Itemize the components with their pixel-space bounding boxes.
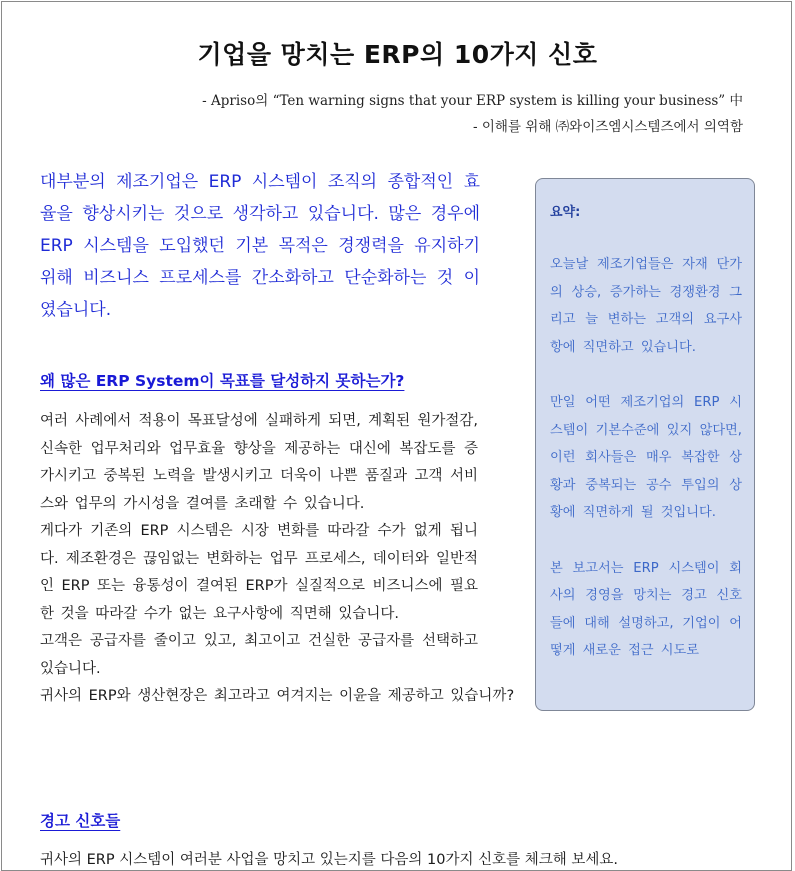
body-paragraph: 귀사의 ERP와 생산현장은 최고라고 여겨지는 이윤을 제공하고 있습니까? (40, 688, 515, 704)
intro-paragraph: 대부분의 제조기업은 ERP 시스템이 조직의 종합적인 효율을 향상시키는 것으로 생각하고 있습니다. 많은 경우에 ERP 시스템을 도입했던 기본 목적은 경쟁력을 유지하기 위해 비즈니스 프로세스를 간소화하고 단순화하는 것 이였습니다. (40, 172, 480, 320)
warning-signs-intro: 귀사의 ERP 시스템이 여러분 사업을 망치고 있는지를 다음의 10가지 신호를 체크해 보세요. (40, 852, 618, 868)
source-line-original: - Apriso의 “Ten warning signs that your ERP system is killing your business” 中 (202, 93, 743, 109)
section-heading-warning-signs: 경고 신호들 (40, 812, 121, 830)
summary-paragraph: 만일 어떤 제조기업의 ERP 시스템이 기본수준에 있지 않다면, 이런 회사들은 매우 복잡한 상황과 중복되는 공수 투입의 상황에 직면하게 될 것입니다. (550, 394, 742, 521)
body-paragraph: 여러 사례에서 적용이 목표달성에 실패하게 되면, 계획된 원가절감, 신속한 업무처리와 업무효율 향상을 제공하는 대신에 복잡도를 증가시키고 중복된 노력을 발생시키고 더욱이 나쁜 품질과 고객 서비스와 업무의 가시성을 결여를 초래할 수 있습니다. (40, 413, 478, 512)
body-paragraph: 고객은 공급자를 줄이고 있고, 최고이고 건실한 공급자를 선택하고 있습니다. (40, 633, 478, 677)
summary-paragraph: 오늘날 제조기업들은 자재 단가의 상승, 증가하는 경쟁환경 그리고 늘 변하는 고객의 요구사항에 직면하고 있습니다. (550, 257, 742, 355)
document-title: 기업을 망치는 ERP의 10가지 신호 (197, 40, 598, 69)
source-line-translator: - 이해를 위해 ㈜와이즈엠시스템즈에서 의역함 (473, 119, 743, 135)
summary-title: 요약: (550, 205, 581, 220)
body-paragraph: 게다가 기존의 ERP 시스템은 시장 변화를 따라갈 수가 없게 됩니다. 제조환경은 끊임없는 변화하는 업무 프로세스, 데이터와 일반적인 ERP 또는 융통성이 결여된 ERP가 실질적으로 비즈니스에 필요한 것을 따라갈 수가 없는 요구사항에 직면해 있습니다. (40, 523, 478, 622)
summary-text (550, 251, 742, 693)
section-heading-why: 왜 많은 ERP System이 목표를 달성하지 못하는가? (40, 372, 405, 390)
summary-paragraph: 본 보고서는 ERP 시스템이 회사의 경영을 망치는 경고 신호들에 대해 설명하고, 기업이 어떻게 새로운 접근 시도로 (550, 560, 742, 659)
section-body-why (40, 408, 515, 711)
source-note (202, 88, 743, 140)
summary-box (535, 178, 755, 711)
